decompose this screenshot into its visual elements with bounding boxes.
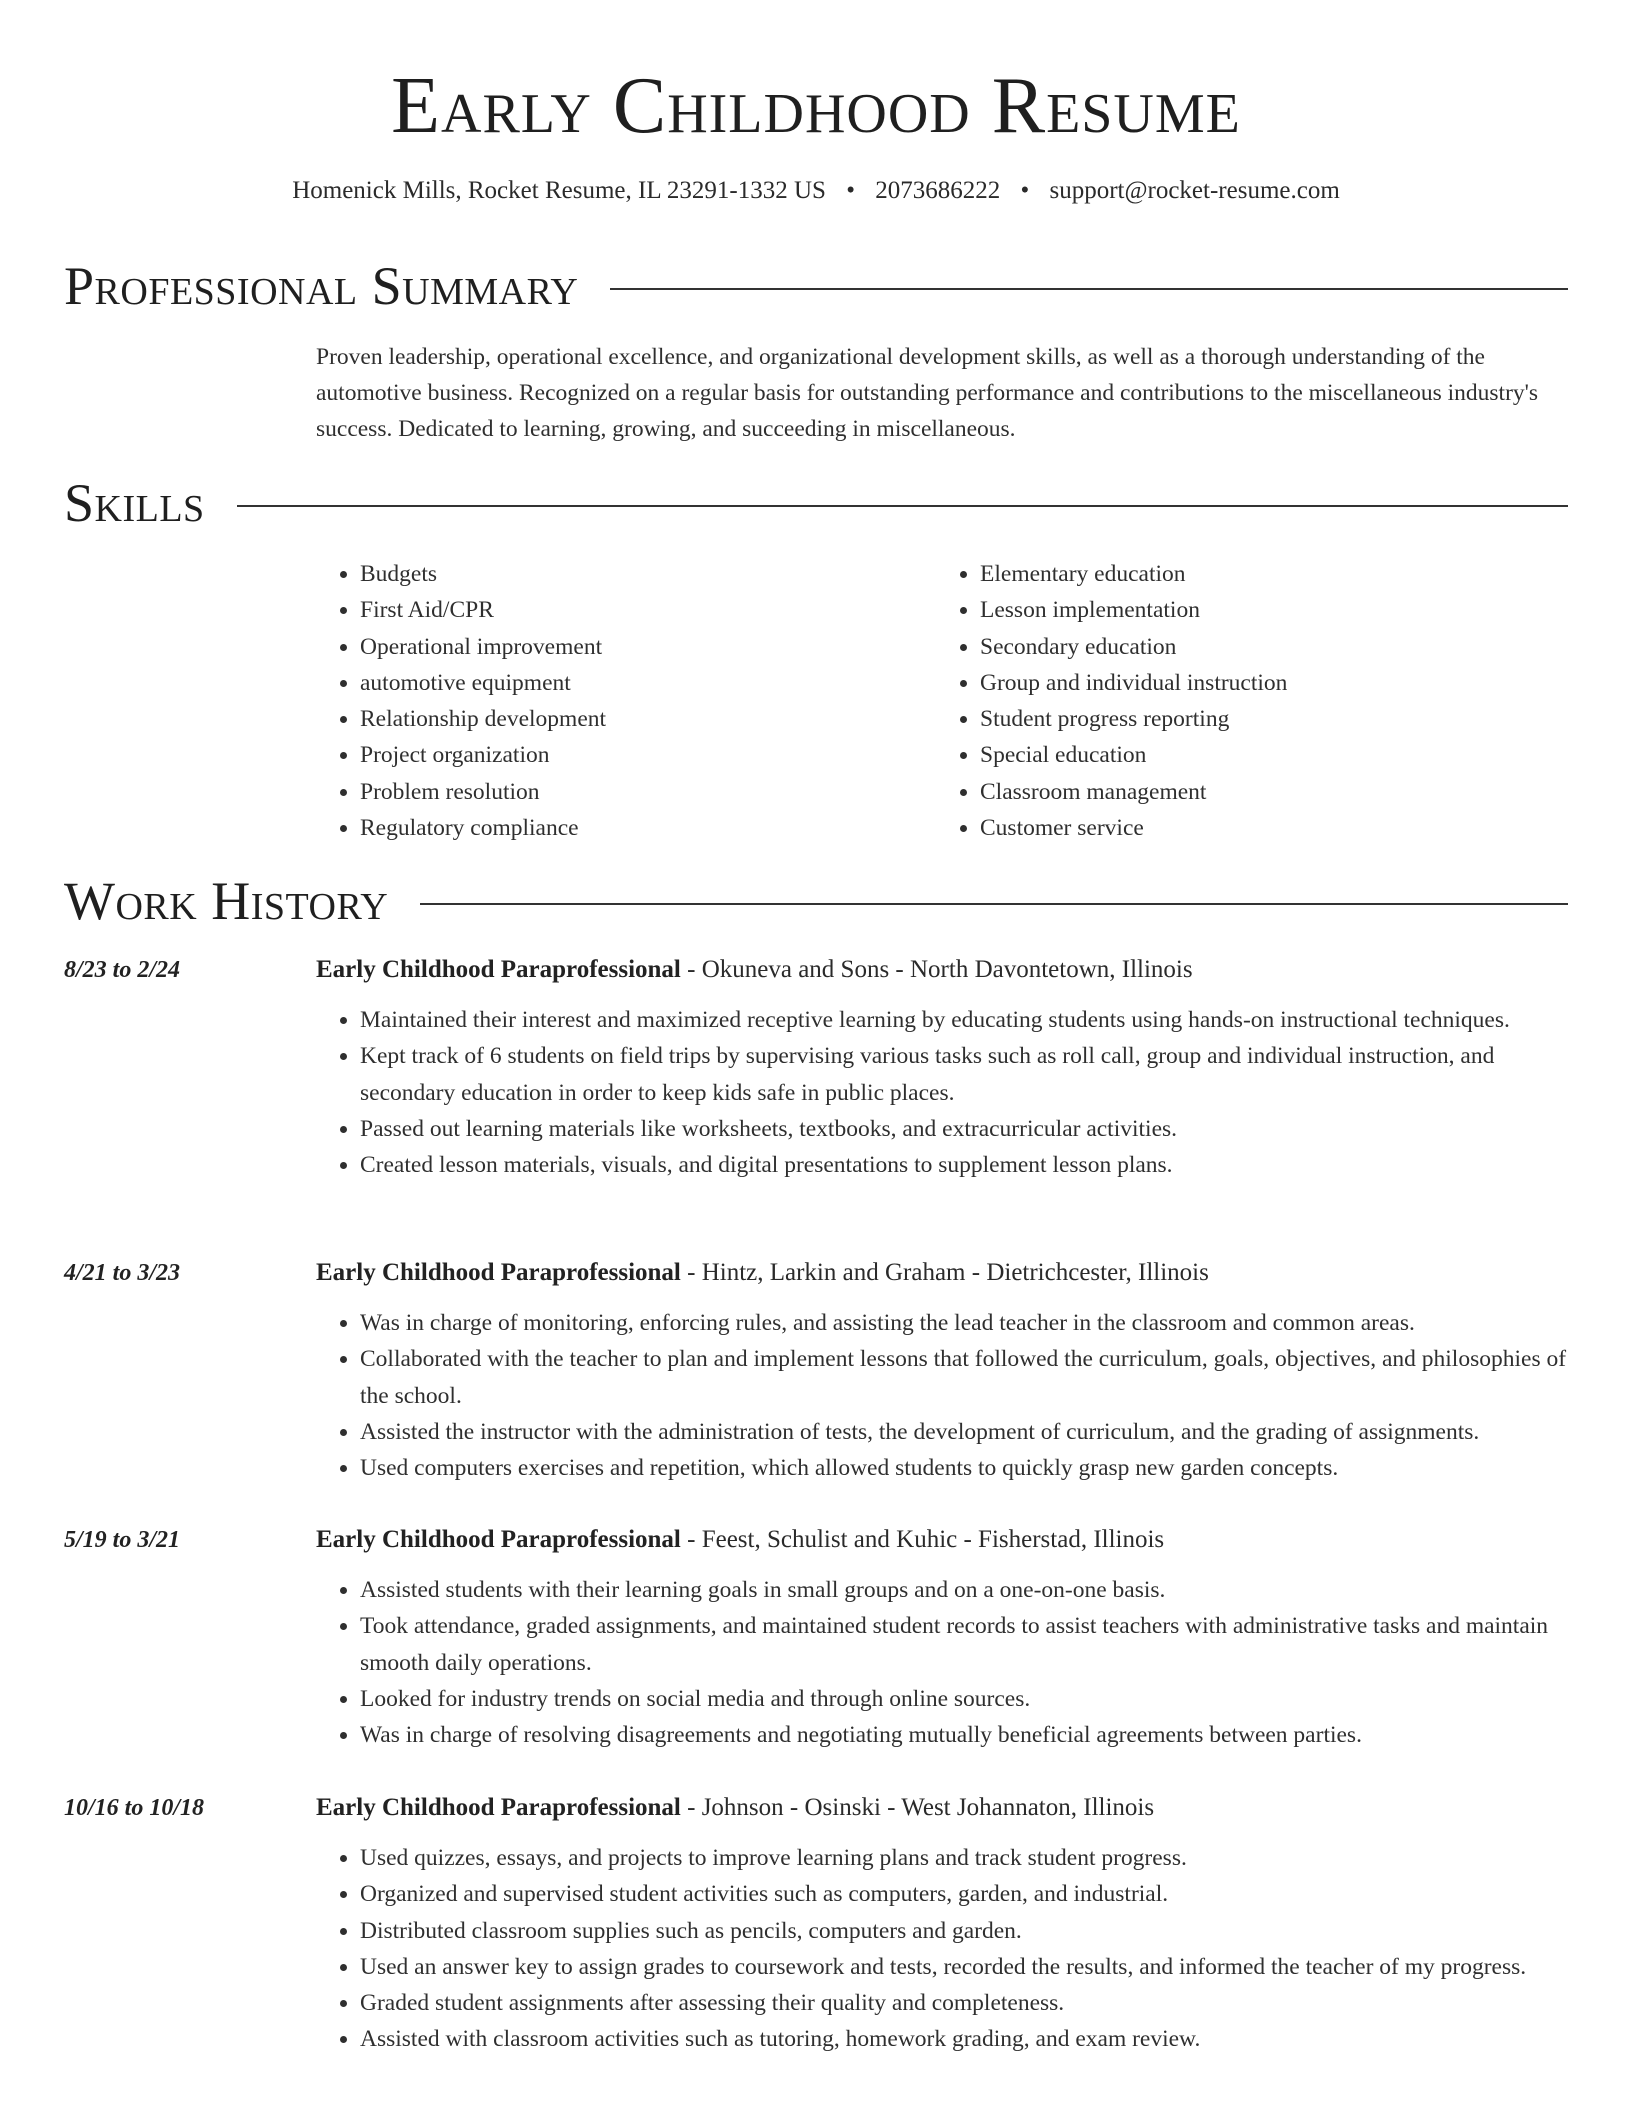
job-dates: 8/23 to 2/24 [64,957,181,983]
skill-item: • Classroom management [980,774,1556,810]
section-divider [610,288,1568,290]
job-bullet: • Used quizzes, essays, and projects to improve learning plans and track student progress. [360,1840,1568,1876]
skill-item: • Relationship development [360,701,936,737]
job-bullet: • Assisted students with their learning goals in small groups and on a one-on-one basis. [360,1572,1568,1608]
skills-column-left [316,556,936,846]
job-details: - Feest, Schulist and Kuhic - Fisherstad, Illinois [680,1526,1165,1553]
job-header [316,1255,1568,1291]
job-bullet: • Used an answer key to assign grades to coursework and tests, recorded the results, and informed the teacher of my progress. [360,1949,1568,1985]
job-details: - Okuneva and Sons - North Davontetown, Illinois [680,956,1193,983]
contact-email: support@rocket-resume.com [1049,177,1340,204]
job-bullet: • Maintained their interest and maximized receptive learning by educating students using hands-on instructional techniques. [360,1002,1568,1038]
job-details: - Johnson - Osinski - West Johannaton, Illinois [680,1794,1155,1821]
skill-item: • automotive equipment [360,665,936,701]
section-divider [420,903,1568,905]
contact-phone: 2073686222 [875,177,1001,204]
contact-separator: • [1020,177,1030,204]
resume-title: Early Childhood Resume [391,62,1241,150]
job-bullet: • Passed out learning materials like worksheets, textbooks, and extracurricular activities. [360,1111,1568,1147]
skill-item: • Problem resolution [360,774,936,810]
job-bullet: • Took attendance, graded assignments, and maintained student records to assist teachers with administrative tasks and maintain smooth daily operations. [360,1608,1568,1681]
job-bullet: • Created lesson materials, visuals, and digital presentations to supplement lesson plans. [360,1147,1568,1183]
job-bullet: • Used computers exercises and repetition, which allowed students to quickly grasp new garden concepts. [360,1450,1568,1486]
job-header [316,1522,1568,1558]
job-role: Early Childhood Paraprofessional [316,1259,681,1286]
summary-section-header [64,251,1568,321]
job-details: - Hintz, Larkin and Graham - Dietrichcester, Illinois [680,1259,1209,1286]
skill-item: • Secondary education [980,629,1556,665]
skill-item: • Group and individual instruction [980,665,1556,701]
job-dates: 5/19 to 3/21 [64,1527,181,1553]
summary-heading: Professional Summary [64,256,579,316]
job-bullet: • Organized and supervised student activities such as computers, garden, and industrial. [360,1876,1568,1912]
job-bullet: • Was in charge of monitoring, enforcing rules, and assisting the lead teacher in the classroom and common areas. [360,1305,1568,1341]
job-bullet: • Kept track of 6 students on field trips by supervising various tasks such as roll call, group and individual instruction, and secondary education in order to keep kids safe in public places. [360,1038,1568,1111]
job-bullet: • Assisted the instructor with the administration of tests, the development of curriculum, and the grading of assignments. [360,1414,1568,1450]
work-section-header [64,866,1568,936]
skills-list [316,556,1568,846]
job-bullet: • Distributed classroom supplies such as pencils, computers and garden. [360,1913,1568,1949]
summary-text: Proven leadership, operational excellence, and organizational development skills, as well as a thorough understanding of the automotive business. Recognized on a regular basis for outstanding performance and contributions to the miscellaneous industry's success. Dedicated to learning, growing, and succeeding in miscellaneous. [316,344,1539,442]
skill-item: • Budgets [360,556,936,592]
contact-address: Homenick Mills, Rocket Resume, IL 23291-1332 US [292,177,826,204]
job-bullet: • Looked for industry trends on social media and through online sources. [360,1681,1568,1717]
skill-item: • First Aid/CPR [360,592,936,628]
section-divider [237,505,1568,507]
job-role: Early Childhood Paraprofessional [316,1526,681,1553]
job-bullets [316,1572,1568,1753]
job-bullets [316,1305,1568,1486]
job-bullet: • Assisted with classroom activities such as tutoring, homework grading, and exam review. [360,2021,1568,2057]
job-bullets [316,1840,1568,2058]
job-bullet: • Graded student assignments after assessing their quality and completeness. [360,1985,1568,2021]
skill-item: • Project organization [360,737,936,773]
skill-item: • Customer service [980,810,1556,846]
skill-item: • Special education [980,737,1556,773]
job-dates: 4/21 to 3/23 [64,1260,181,1286]
job-role: Early Childhood Paraprofessional [316,956,681,983]
skill-item: • Student progress reporting [980,701,1556,737]
skill-item: • Lesson implementation [980,592,1556,628]
job-header [316,952,1568,988]
job-bullet: • Collaborated with the teacher to plan and implement lessons that followed the curriculum, goals, objectives, and philosophies of the school. [360,1341,1568,1414]
skills-section-header [64,468,1568,538]
job-bullet: • Was in charge of resolving disagreements and negotiating mutually beneficial agreements between parties. [360,1717,1568,1753]
skill-item: • Operational improvement [360,629,936,665]
skills-heading: Skills [64,473,205,533]
job-dates: 10/16 to 10/18 [64,1795,205,1821]
skill-item: • Regulatory compliance [360,810,936,846]
skill-item: • Elementary education [980,556,1556,592]
work-heading: Work History [64,871,389,931]
contact-line [0,174,1632,208]
contact-separator: • [846,177,855,204]
job-bullets [316,1002,1568,1183]
job-header [316,1790,1568,1826]
job-role: Early Childhood Paraprofessional [316,1794,681,1821]
skills-column-right [936,556,1556,846]
